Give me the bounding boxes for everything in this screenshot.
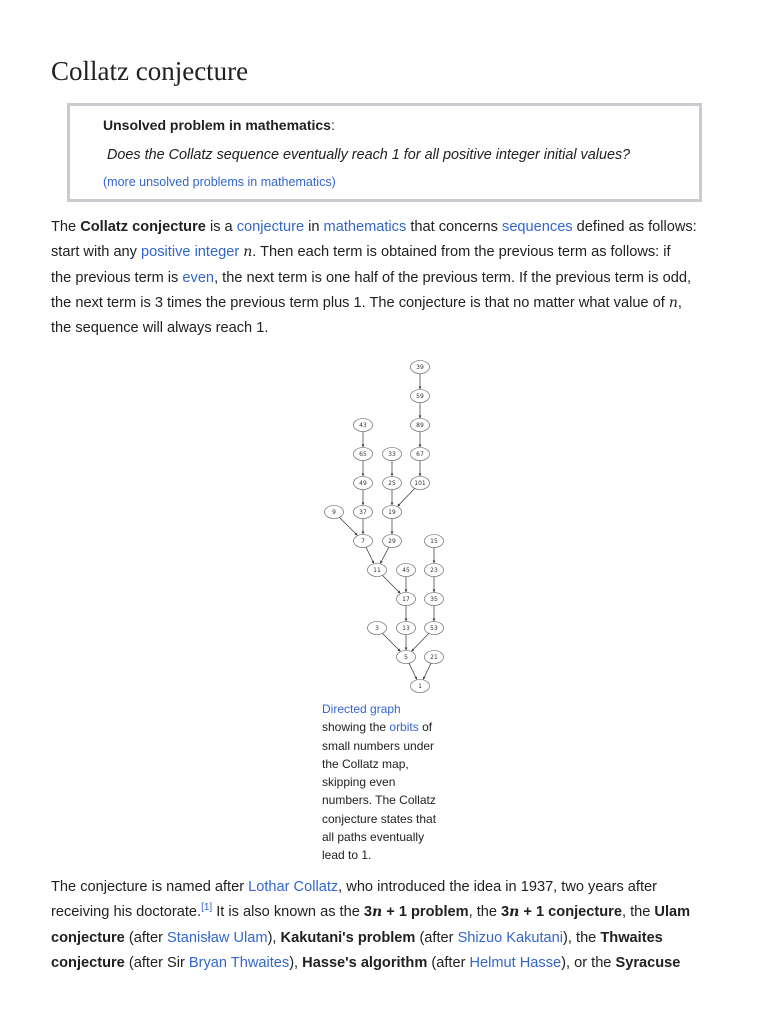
bold-term bbox=[501, 904, 622, 920]
text: start with any bbox=[51, 244, 142, 261]
text: , the bbox=[621, 904, 655, 921]
caption-line: the Collatz map, bbox=[322, 756, 409, 771]
graph-node-65 bbox=[354, 448, 373, 461]
graph-node-29 bbox=[383, 535, 402, 548]
graph-edge-101-19 bbox=[398, 488, 415, 506]
unsolved-heading-text: Unsolved problem in mathematics bbox=[103, 117, 331, 133]
bold-term: Collatz conjecture bbox=[80, 219, 206, 235]
text: the sequence will always reach 1. bbox=[51, 320, 269, 337]
intro-paragraph bbox=[51, 215, 721, 341]
graph-node-25 bbox=[383, 477, 402, 490]
graph-edge-21-1 bbox=[423, 663, 431, 679]
link-mathematics[interactable]: mathematics bbox=[323, 219, 407, 235]
graph-node-label: 15 bbox=[430, 538, 438, 545]
math-n: n bbox=[668, 294, 678, 311]
caption-line: small numbers under bbox=[322, 738, 435, 753]
graph-node-35 bbox=[425, 593, 444, 606]
graph-node-label: 3 bbox=[375, 625, 379, 632]
graph-node-label: 5 bbox=[404, 654, 408, 661]
bold-term: Ulam bbox=[654, 904, 691, 921]
graph-node-label: 35 bbox=[430, 596, 438, 603]
graph-node-43 bbox=[354, 419, 373, 432]
graph-edge-7-11 bbox=[366, 547, 374, 563]
link-even[interactable]: even bbox=[182, 269, 215, 286]
bold-term: conjecture bbox=[51, 929, 125, 946]
text: (after Sir bbox=[124, 954, 189, 971]
bold-term: Thwaites bbox=[600, 929, 663, 946]
graph-edge-11-17 bbox=[382, 575, 400, 593]
text: (after bbox=[427, 954, 470, 971]
text: showing the bbox=[322, 720, 390, 735]
more-unsolved-problems-link[interactable]: (more unsolved problems in mathematics) bbox=[103, 175, 336, 189]
graph-node-label: 11 bbox=[373, 567, 381, 574]
graph-node-45 bbox=[397, 564, 416, 577]
text: of bbox=[418, 720, 433, 735]
link-sequences[interactable]: sequences bbox=[502, 219, 573, 235]
graph-node-label: 21 bbox=[430, 654, 438, 661]
text: , the bbox=[468, 904, 502, 921]
math-n: n bbox=[243, 244, 253, 261]
collatz-directed-graph bbox=[318, 352, 448, 697]
graph-edge-29-11 bbox=[380, 547, 388, 563]
graph-node-label: 23 bbox=[430, 567, 438, 574]
bold-term: Kakutani's problem bbox=[280, 929, 416, 946]
math-n: n bbox=[509, 904, 520, 921]
graph-node-23 bbox=[425, 564, 444, 577]
link-lothar-collatz[interactable]: Lothar Collatz bbox=[248, 879, 339, 895]
text: defined as follows: bbox=[572, 219, 697, 235]
graph-node-label: 53 bbox=[430, 625, 438, 632]
text: , who introduced the idea in 1937, two years after bbox=[338, 879, 657, 895]
graph-node-21 bbox=[425, 651, 444, 664]
text: in bbox=[304, 219, 324, 235]
graph-node-67 bbox=[411, 448, 430, 461]
graph-node-59 bbox=[411, 390, 430, 403]
text: + 1 problem bbox=[382, 904, 469, 921]
naming-paragraph bbox=[51, 875, 721, 976]
graph-node-39 bbox=[411, 361, 430, 374]
link-directed-graph[interactable]: Directed graph bbox=[322, 702, 401, 716]
graph-node-label: 33 bbox=[388, 451, 396, 458]
text: + 1 conjecture bbox=[519, 904, 622, 921]
graph-node-label: 59 bbox=[416, 393, 424, 400]
text: ), bbox=[267, 929, 281, 946]
graph-node-33 bbox=[383, 448, 402, 461]
graph-node-89 bbox=[411, 419, 430, 432]
graph-node-label: 65 bbox=[359, 451, 367, 458]
link-helmut-hasse[interactable]: Helmut Hasse bbox=[469, 954, 562, 971]
graph-node-3 bbox=[368, 622, 387, 635]
page-title: Collatz conjecture bbox=[51, 56, 249, 86]
link-shizuo-kakutani[interactable]: Shizuo Kakutani bbox=[457, 929, 564, 946]
heading-colon: : bbox=[330, 117, 335, 133]
graph-node-label: 25 bbox=[388, 480, 396, 487]
graph-edge-9-7 bbox=[339, 517, 357, 535]
graph-node-11 bbox=[368, 564, 387, 577]
caption-line: all paths eventually bbox=[322, 830, 425, 845]
text: , bbox=[677, 294, 682, 311]
graph-edge-3-5 bbox=[382, 633, 400, 651]
link-bryan-thwaites[interactable]: Bryan Thwaites bbox=[188, 954, 290, 971]
text: the previous term is bbox=[51, 269, 183, 286]
graph-node-7 bbox=[354, 535, 373, 548]
text: (after bbox=[124, 929, 167, 946]
unsolved-problem-heading bbox=[103, 117, 335, 133]
graph-node-label: 43 bbox=[359, 422, 367, 429]
graph-node-1 bbox=[411, 680, 430, 693]
graph-node-label: 9 bbox=[332, 509, 336, 516]
figure-caption bbox=[322, 700, 447, 865]
graph-node-5 bbox=[397, 651, 416, 664]
link-positive-integer[interactable]: positive integer bbox=[141, 244, 240, 261]
text: The conjecture is named after bbox=[51, 879, 249, 895]
caption-line: lead to 1. bbox=[322, 848, 372, 863]
graph-node-label: 17 bbox=[402, 596, 410, 603]
graph-node-label: 29 bbox=[388, 538, 396, 545]
bold-term: Hasse's algorithm bbox=[302, 954, 428, 971]
reference-1-link[interactable]: [1] bbox=[201, 902, 213, 914]
caption-line: conjecture states that bbox=[322, 811, 437, 826]
graph-node-15 bbox=[425, 535, 444, 548]
math-n: n bbox=[372, 904, 383, 921]
graph-node-label: 13 bbox=[402, 625, 410, 632]
graph-edge-5-1 bbox=[409, 663, 417, 679]
graph-node-label: 19 bbox=[388, 509, 396, 516]
graph-node-17 bbox=[397, 593, 416, 606]
graph-node-53 bbox=[425, 622, 444, 635]
text: ), bbox=[289, 954, 303, 971]
bold-term: Syracuse bbox=[615, 954, 681, 971]
unsolved-problem-question: Does the Collatz sequence eventually reach 1 for all positive integer initial values? bbox=[107, 147, 631, 163]
text: the next term is 3 times the previous term plus 1. The conjecture is that no matter what value of bbox=[51, 294, 669, 311]
unsolved-problem-box bbox=[67, 103, 702, 202]
graph-node-label: 101 bbox=[414, 480, 426, 487]
graph-node-19 bbox=[383, 506, 402, 519]
graph-node-9 bbox=[325, 506, 344, 519]
link-conjecture[interactable]: conjecture bbox=[236, 219, 305, 235]
graph-node-label: 45 bbox=[402, 567, 410, 574]
graph-node-101 bbox=[411, 477, 430, 490]
text: , the next term is one half of the previous term. If the previous term is odd, bbox=[214, 269, 692, 286]
link-stanislaw-ulam[interactable]: Stanisław Ulam bbox=[166, 929, 268, 946]
caption-line: numbers. The Collatz bbox=[322, 793, 436, 808]
bold-term bbox=[364, 904, 469, 920]
text: that concerns bbox=[406, 219, 503, 235]
text: 3 bbox=[363, 904, 373, 921]
text: (after bbox=[415, 929, 458, 946]
graph-edge-53-5 bbox=[412, 633, 429, 651]
graph-node-37 bbox=[354, 506, 373, 519]
text: is a bbox=[205, 219, 237, 235]
bold-term: conjecture bbox=[51, 954, 125, 971]
graph-node-label: 67 bbox=[416, 451, 424, 458]
text: . Then each term is obtained from the previous term as follows: if bbox=[252, 244, 671, 261]
text: ), or the bbox=[561, 954, 616, 971]
text: receiving his doctorate. bbox=[51, 904, 202, 921]
text: The bbox=[51, 219, 81, 235]
link-orbits[interactable]: orbits bbox=[389, 720, 419, 735]
graph-node-49 bbox=[354, 477, 373, 490]
graph-node-label: 7 bbox=[361, 538, 365, 545]
text: ), the bbox=[563, 929, 601, 946]
text: It is also known as the bbox=[212, 904, 364, 921]
graph-node-label: 37 bbox=[359, 509, 367, 516]
graph-node-label: 49 bbox=[359, 480, 367, 487]
graph-node-label: 39 bbox=[416, 364, 424, 371]
text: 3 bbox=[501, 904, 510, 921]
graph-node-label: 89 bbox=[416, 422, 424, 429]
caption-line: skipping even bbox=[322, 775, 396, 790]
graph-node-label: 1 bbox=[418, 683, 422, 690]
graph-node-13 bbox=[397, 622, 416, 635]
